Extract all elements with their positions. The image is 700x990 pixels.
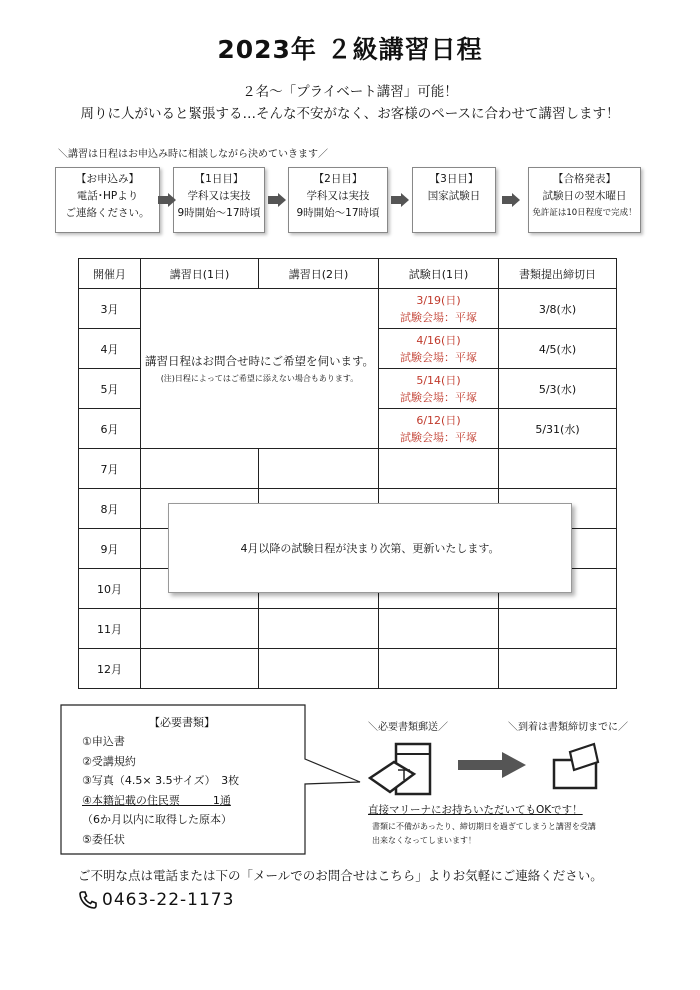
list-item: ①申込書 [82,735,125,748]
step-title: 【お申込み】 [76,173,139,185]
table-header-row [79,259,617,289]
step-line: 学科又は実技 [306,190,370,202]
list-item: ⑤委任状 [82,832,125,846]
month-cell: 8月 [79,489,141,529]
header-month: 開催月 [79,259,141,289]
merged-lesson-cell [141,289,379,449]
schedule-table [78,258,617,689]
month-cell: 9月 [79,529,141,569]
month-cell: 4月 [79,329,141,369]
step-line: 電話･HPより [76,190,139,202]
deadline-cell: 4/5(水) [499,329,617,369]
deadline-warning [372,820,596,848]
step-title: 【3日目】 [429,173,479,185]
step-apply [55,167,160,233]
step-line: 9時開始～17時頃 [296,207,380,219]
step-day1 [173,167,265,233]
arrow-right-icon [391,193,411,207]
arrow-right-icon [268,193,288,207]
deadline-cell: 5/3(水) [499,369,617,409]
month-cell: 6月 [79,409,141,449]
header-exam: 試験日(1日) [379,259,499,289]
table-row [79,449,617,489]
merged-main: 講習日程はお問合せ時にご希望を伺います。 [144,354,375,368]
warning-line: 書類に不備があったり、締切期日を過ぎてしまうと講習を受講 [372,822,596,831]
mail-label: ＼必要書類郵送／ [368,722,448,733]
contact-note: ご不明な点は電話または下の「メールでのお問合せはこちら」よりお気軽にご連絡ください。 [78,868,603,883]
table-row [79,289,617,329]
list-item: ④本籍記載の住民票 1通 [82,793,231,807]
phone-icon [78,890,98,910]
exam-cell [379,409,499,449]
step-title: 【1日目】 [194,173,244,185]
merged-note: (注)日程によってはご希望に添えない場合もあります。 [160,374,359,383]
big-arrow-icon [458,752,528,778]
exam-venue: 試験会場：平塚 [400,390,477,404]
intro-line-1: ２名～「プライベート講習」可能！ [242,84,458,100]
step-line: 学科又は実技 [187,190,251,202]
exam-venue: 試験会場：平塚 [400,310,477,324]
month-cell: 10月 [79,569,141,609]
month-cell: 11月 [79,609,141,649]
warning-line: 出来なくなってしまいます！ [372,836,476,845]
step-day3 [412,167,496,233]
month-cell: 3月 [79,289,141,329]
header-deadline: 書類提出締切日 [499,259,617,289]
step-line: 試験日の翌木曜日 [542,190,627,202]
documents-list [82,732,239,849]
step-line: 国家試験日 [427,190,481,202]
page-title: 2023年 ２級講習日程 [217,35,483,64]
documents-title: 【必要書類】 [149,716,215,729]
arrow-right-icon [502,193,522,207]
direct-delivery-note: 直接マリーナにお持ちいただいてもOKです！ [368,804,583,816]
month-cell: 7月 [79,449,141,489]
intro-line-2: 周りに人がいると緊張する…そんな不安がなく、お客様のペースに合わせて講習します！ [80,106,620,122]
list-item: （6か月以内に取得した原本） [82,813,232,826]
step-title: 【合格発表】 [553,173,616,185]
table-row [79,649,617,689]
update-notice: 4月以降の試験日程が決まり次第、更新いたします。 [168,503,572,593]
step-line: 9時開始～17時頃 [177,207,261,219]
step-result [528,167,641,233]
step-line: 免許証は10日程度で完成！ [532,208,637,218]
deadline-cell: 3/8(水) [499,289,617,329]
exam-date: 4/16(日) [416,333,461,347]
exam-date: 3/19(日) [416,293,461,307]
step-day2 [288,167,388,233]
step-title: 【2日目】 [313,173,363,185]
exam-date: 5/14(日) [416,373,461,387]
exam-cell [379,289,499,329]
envelope-icon [550,742,602,790]
step-line: ご連絡ください。 [65,207,150,219]
month-cell: 5月 [79,369,141,409]
list-item: ②受講規約 [82,754,136,768]
exam-venue: 試験会場：平塚 [400,350,477,364]
deadline-cell: 5/31(水) [499,409,617,449]
phone-line [78,890,234,910]
header-day1: 講習日(1日) [141,259,259,289]
list-item: ③写真（4.5× 3.5サイズ） 3枚 [82,774,240,787]
schedule-note: ＼講習は日程はお申込み時に相談しながら決めていきます／ [58,149,328,160]
table-row [79,609,617,649]
mailbox-icon [368,740,436,798]
exam-cell [379,329,499,369]
phone-number[interactable]: 0463-22-1173 [102,890,235,910]
exam-cell [379,369,499,409]
month-cell: 12月 [79,649,141,689]
exam-venue: 試験会場：平塚 [400,430,477,444]
arrow-right-icon [158,193,178,207]
header-day2: 講習日(2日) [259,259,379,289]
exam-date: 6/12(日) [416,413,461,427]
arrival-label: ＼到着は書類締切までに／ [508,722,628,733]
